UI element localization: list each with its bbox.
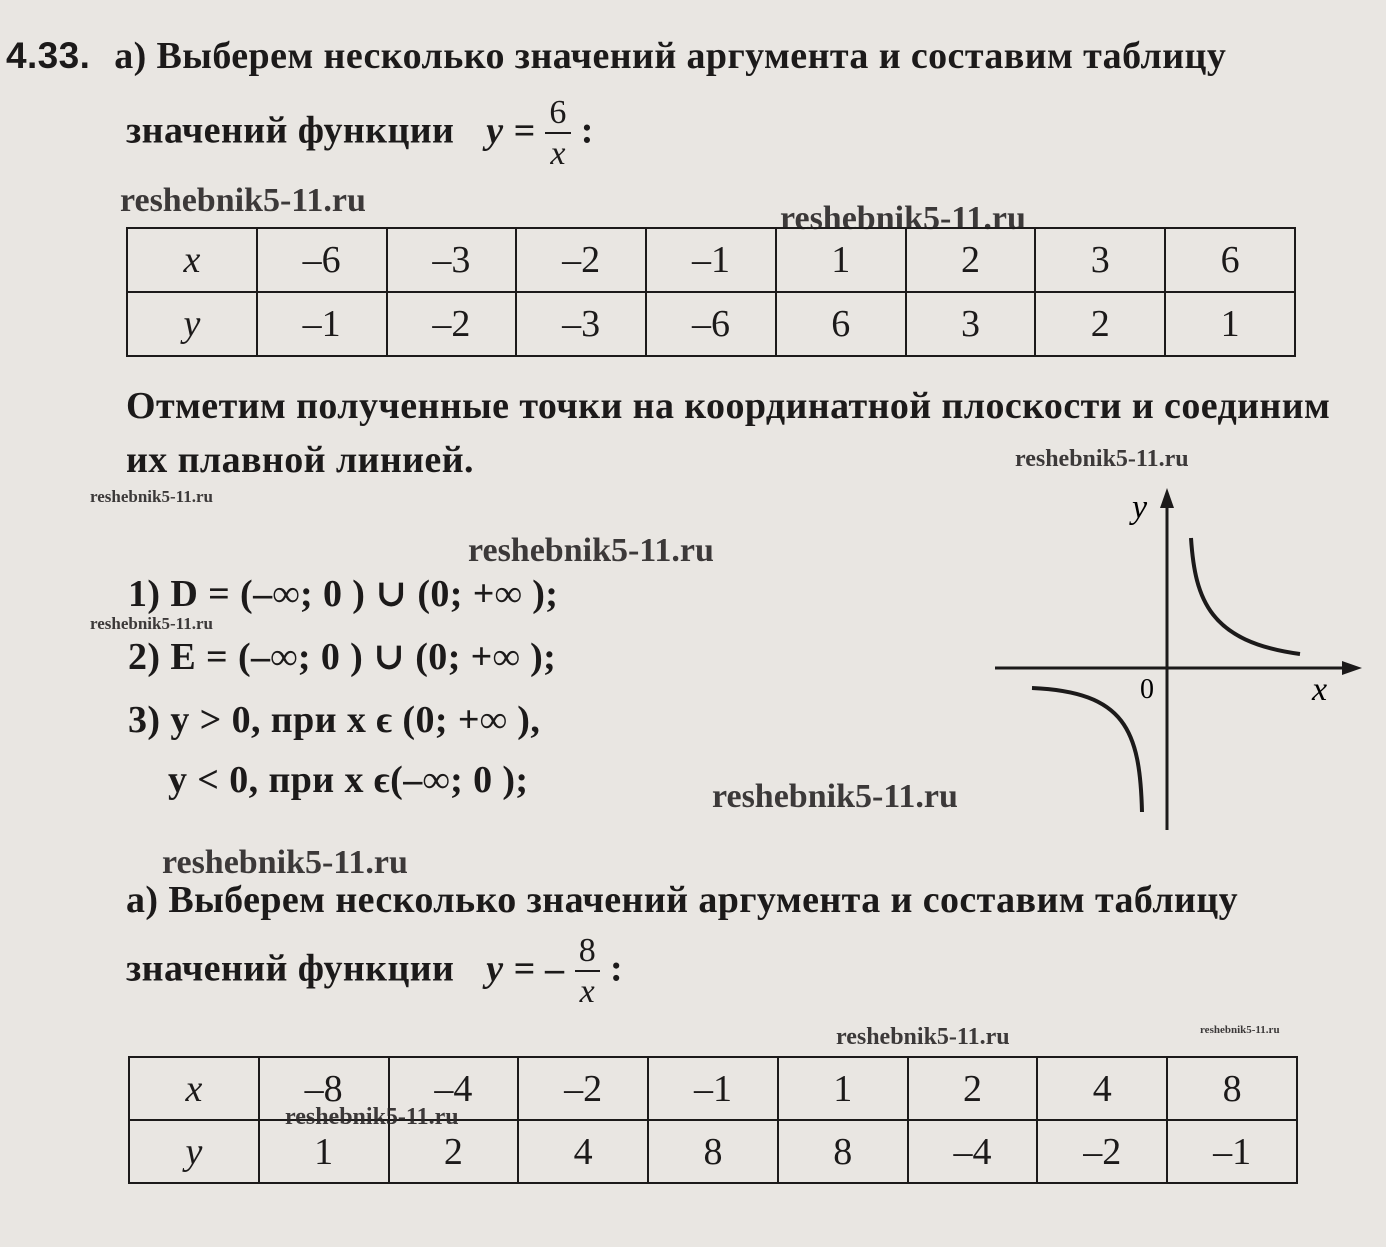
table-1-x-cell: 3 <box>1035 228 1165 292</box>
watermark: reshebnik5-11.ru <box>162 844 408 881</box>
watermark: reshebnik5-11.ru <box>836 1024 1010 1050</box>
y-axis-arrow-icon <box>1160 488 1174 508</box>
table-2-x-cell: 1 <box>778 1057 908 1120</box>
table-2-y-cell: 4 <box>518 1120 648 1183</box>
table-1-y-cell: –1 <box>257 292 387 356</box>
function-2-colon: : <box>610 947 624 990</box>
table-1-y-cell: 2 <box>1035 292 1165 356</box>
property-negative: y < 0, при x ϵ(–∞; 0 ); <box>168 759 529 801</box>
table-1-x-cell: 2 <box>906 228 1036 292</box>
hyperbola-branch-left <box>1032 688 1142 812</box>
watermark: reshebnik5-11.ru <box>780 200 1026 237</box>
watermark: reshebnik5-11.ru <box>285 1104 459 1130</box>
problem-header <box>6 34 1226 78</box>
property-positive: 3) y > 0, при x ϵ (0; +∞ ), <box>128 699 541 741</box>
table-2-y-cell: –4 <box>908 1120 1038 1183</box>
table-2-y-cell: –1 <box>1167 1120 1297 1183</box>
table-1-y-cell: 3 <box>906 292 1036 356</box>
hyperbola-graph <box>990 480 1380 840</box>
x-axis-arrow-icon <box>1342 661 1362 675</box>
function-2-denominator: x <box>575 970 600 1012</box>
table-1-x-cell: –6 <box>257 228 387 292</box>
watermark: reshebnik5-11.ru <box>468 532 714 569</box>
table-1-x-cell: –3 <box>387 228 517 292</box>
watermark: reshebnik5-11.ru <box>1015 446 1189 472</box>
table-1-row-x <box>127 228 1295 292</box>
part-a2-intro-line1: а) Выберем несколько значений аргумента и составим таблицу <box>126 879 1239 921</box>
table-2-x-cell: –4 <box>389 1057 519 1120</box>
table-2-y-label: y <box>129 1120 259 1183</box>
property-range: 2) E = (–∞; 0 ) ∪ (0; +∞ ); <box>128 636 557 678</box>
mark-text-line2: их плавной линией. <box>126 439 474 481</box>
problem-number: 4.33. <box>6 35 91 76</box>
table-2-x-cell: –2 <box>518 1057 648 1120</box>
watermark: reshebnik5-11.ru <box>90 614 213 633</box>
watermark: reshebnik5-11.ru <box>712 778 958 815</box>
values-table-1 <box>126 227 1296 357</box>
function-1-fraction <box>545 94 570 174</box>
function-2-fraction <box>575 932 600 1012</box>
table-1-x-label: x <box>127 228 257 292</box>
function-1 <box>126 94 594 174</box>
function-1-colon: : <box>580 109 594 152</box>
table-2-x-cell: –1 <box>648 1057 778 1120</box>
table-1-x-cell: –2 <box>516 228 646 292</box>
table-1-x-cell: 1 <box>776 228 906 292</box>
mark-text-line1: Отметим полученные точки на координатной плоскости и соединим <box>126 385 1331 427</box>
x-axis-label: x <box>1312 671 1328 708</box>
table-1-y-label: y <box>127 292 257 356</box>
table-2-y-cell: 8 <box>778 1120 908 1183</box>
function-2-numerator: 8 <box>578 932 597 969</box>
function-2-label: значений функции <box>126 947 455 990</box>
function-1-prefix: y = <box>486 109 536 152</box>
table-2-y-cell: 8 <box>648 1120 778 1183</box>
table-2-x-cell: 2 <box>908 1057 1038 1120</box>
function-2 <box>126 932 623 1012</box>
property-domain: 1) D = (–∞; 0 ) ∪ (0; +∞ ); <box>128 573 559 615</box>
table-2-x-cell: –8 <box>259 1057 389 1120</box>
table-2-x-cell: 4 <box>1037 1057 1167 1120</box>
table-1-y-cell: 1 <box>1165 292 1295 356</box>
table-1-x-cell: 6 <box>1165 228 1295 292</box>
table-2-x-label: x <box>129 1057 259 1120</box>
hyperbola-branch-right <box>1191 538 1300 654</box>
table-1-row-y <box>127 292 1295 356</box>
watermark: reshebnik5-11.ru <box>1200 1024 1280 1036</box>
table-2-x-cell: 8 <box>1167 1057 1297 1120</box>
table-1-y-cell: 6 <box>776 292 906 356</box>
table-1-y-cell: –2 <box>387 292 517 356</box>
function-1-denominator: x <box>545 132 570 174</box>
function-1-numerator: 6 <box>549 94 567 131</box>
function-2-prefix: y = – <box>486 947 565 990</box>
watermark: reshebnik5-11.ru <box>120 182 366 219</box>
table-2-y-cell: 2 <box>389 1120 519 1183</box>
table-1-x-cell: –1 <box>646 228 776 292</box>
part-a1-intro-line1: а) Выберем несколько значений аргумента и составим таблицу <box>114 35 1227 77</box>
table-2-y-cell: –2 <box>1037 1120 1167 1183</box>
watermark: reshebnik5-11.ru <box>90 487 213 506</box>
y-axis-label: y <box>1132 489 1148 526</box>
origin-label: 0 <box>1140 674 1154 705</box>
table-2-y-cell: 1 <box>259 1120 389 1183</box>
function-1-label: значений функции <box>126 109 455 152</box>
table-1-y-cell: –6 <box>646 292 776 356</box>
table-1-y-cell: –3 <box>516 292 646 356</box>
